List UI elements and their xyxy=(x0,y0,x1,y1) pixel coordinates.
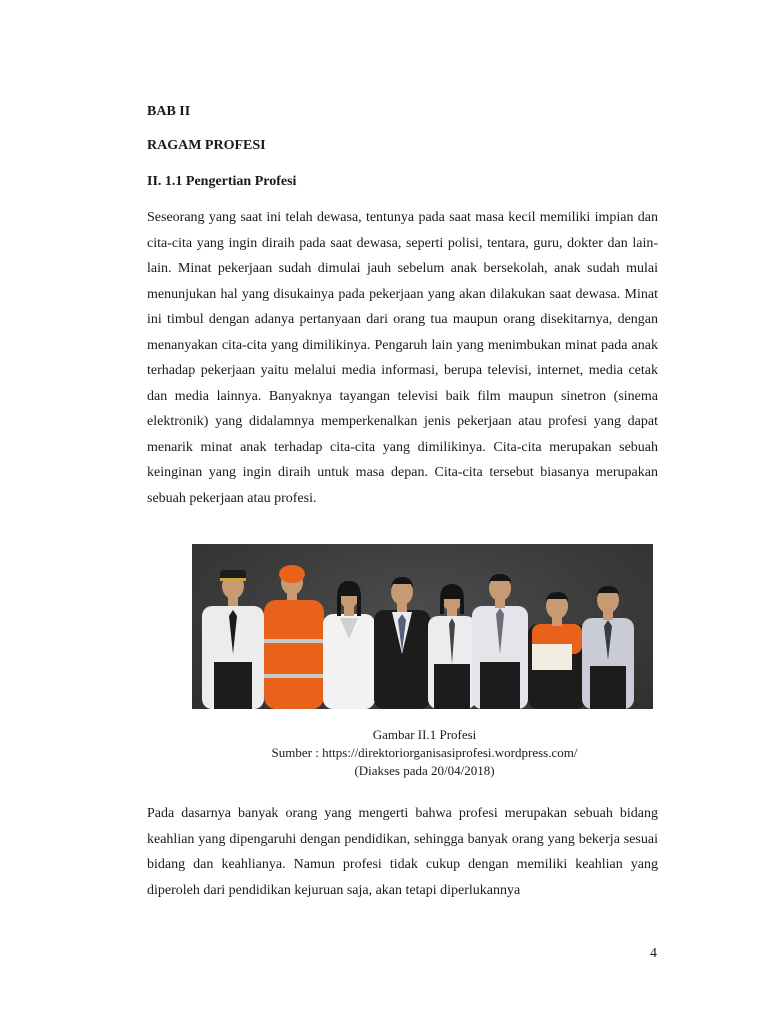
courier-figure xyxy=(528,592,586,709)
office-worker-figure xyxy=(472,574,528,709)
figure-caption-source: Sumber : https://direktoriorganisasiprofesi.wordpress.com/ xyxy=(271,745,578,760)
professions-illustration xyxy=(192,544,653,709)
worker-figure xyxy=(264,565,324,709)
professions-photo xyxy=(192,544,653,709)
figure-caption-accessed: (Diakses pada 20/04/2018) xyxy=(354,763,495,778)
chapter-title: RAGAM PROFESI xyxy=(147,138,266,153)
chapter-heading: BAB II xyxy=(147,104,191,119)
secretary-figure xyxy=(428,584,476,709)
body-paragraph-2: Pada dasarnya banyak orang yang mengerti bahwa profesi merupakan sebuah bidang keahlian yang dipengaruhi dengan pendidikan, sehingga banyak orang yang bekerja sesuai bidang dan keahlianya. Namun profesi tidak cukup dengan memiliki keahlian yang diperoleh dari pendidikan kejuruan saja, akan tetapi diperlukannya xyxy=(147,806,658,898)
figure-caption-title: Gambar II.1 Profesi xyxy=(372,727,477,742)
businessman-figure xyxy=(374,577,430,709)
section-heading: II. 1.1 Pengertian Profesi xyxy=(147,174,297,189)
officer-figure xyxy=(582,586,634,709)
page-number: 4 xyxy=(650,946,657,961)
pilot-figure xyxy=(202,570,264,709)
body-paragraph-1: Seseorang yang saat ini telah dewasa, tentunya pada saat masa kecil memiliki impian dan cita-cita yang ingin diraih pada saat dewasa, seperti polisi, tentara, guru, dokter dan lain-lain. Minat pekerjaan sudah dimulai jauh sebelum anak bersekolah, anak sudah mulai menunjukan hal yang disukainya pada pekerjaan yang akan dilakukan saat dewasa. Minat ini timbul dengan adanya pertanyaan dari orang tua maupun orang disekitarnya, dengan menanyakan cita-cita yang dimilikinya. Pengaruh lain yang menimbukan minat pada anak terhadap pekerjaan yaitu melalui media informasi, berupa televisi, internet, media cetak dan media lainnya. Banyaknya tayangan televisi baik film maupun sinetron (sinema elektronik) yang didalamnya memperkenalkan jenis pekerjaan atau profesi yang dapat menarik minat anak terhadap cita-cita yang dimilikinya. Cita-cita merupakan sebuah keinginan yang ingin diraih untuk masa depan. Cita-cita tersebut biasanya merupakan sebuah pekerjaan atau profesi. xyxy=(147,210,658,506)
doctor-figure xyxy=(323,581,375,709)
